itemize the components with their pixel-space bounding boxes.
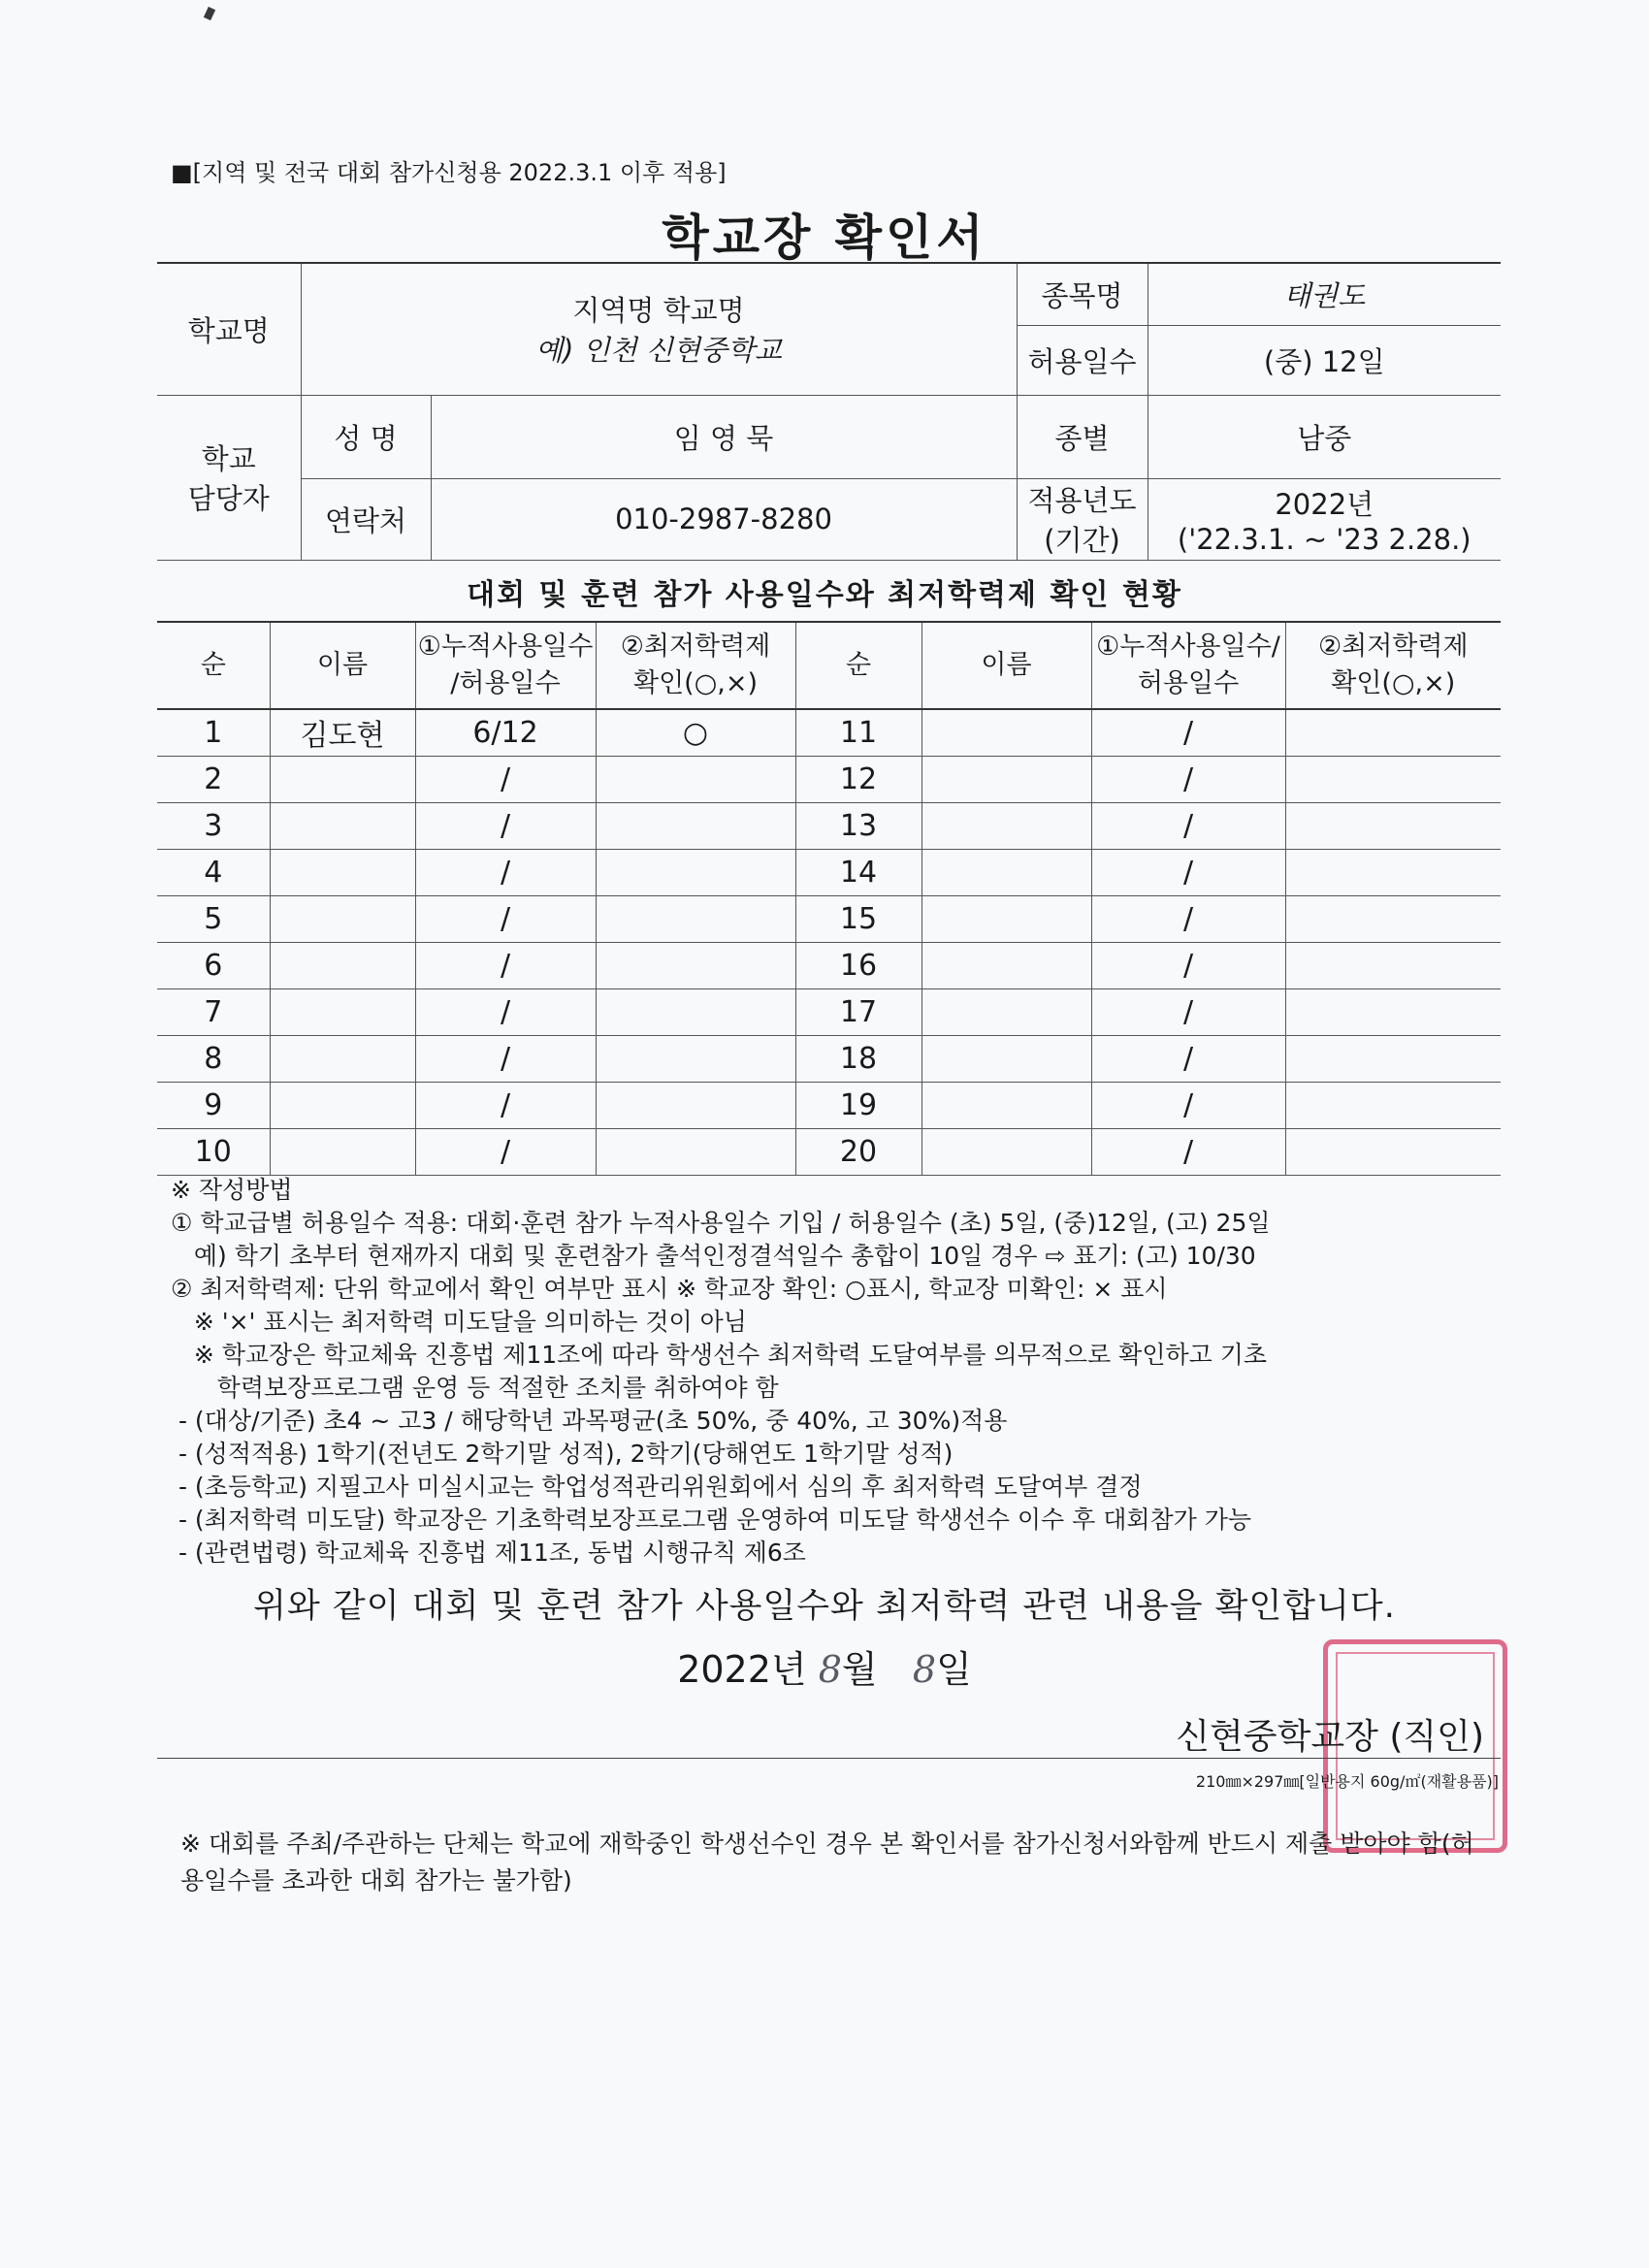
instruction-line: ※ '×' 표시는 최저학력 미도달을 의미하는 것이 아님 xyxy=(171,1308,747,1336)
roster-left-check-cell: ○ xyxy=(596,709,795,756)
roster-left-no-cell: 6 xyxy=(157,942,270,988)
header-days-line-2: /허용일수 xyxy=(450,668,561,698)
year-label xyxy=(1017,478,1148,560)
instruction-line: ② 최저학력제: 단위 학교에서 확인 여부만 표시 ※ 학교장 확인: ○표시, 학교장 미확인: × 표시 xyxy=(171,1275,1168,1303)
roster-right-name-cell xyxy=(922,802,1091,849)
instruction-line: - (관련법령) 학교체육 진흥법 제11조, 동법 시행규칙 제6조 xyxy=(171,1539,806,1567)
paper-spec: 210㎜×297㎜[일반용지 60g/㎡(재활용품)] xyxy=(1195,1772,1499,1791)
year-label-line-2: (기간) xyxy=(1044,524,1120,557)
roster-left-no-cell: 4 xyxy=(157,849,270,895)
header-check-right xyxy=(1285,622,1501,709)
roster-left-name-cell xyxy=(270,756,415,802)
sport-label: 종목명 xyxy=(1017,263,1148,325)
instruction-line: ① 학교급별 허용일수 적용: 대회·훈련 참가 누적사용일수 기입 / 허용일수 (초) 5일, (중)12일, (고) 25일 xyxy=(171,1209,1271,1237)
roster-left-no-cell: 1 xyxy=(157,709,270,756)
table-row xyxy=(157,1035,1501,1082)
roster-right-days-cell: / xyxy=(1091,1082,1285,1128)
instruction-line: ※ 학교장은 학교체육 진흥법 제11조에 따라 학생선수 최저학력 도달여부를 의무적으로 확인하고 기초 xyxy=(171,1341,1268,1369)
roster-left-days-cell: / xyxy=(415,988,596,1035)
contact-value: 010-2987-8280 xyxy=(431,478,1017,560)
header-days-right xyxy=(1091,622,1285,709)
roster-right-check-cell xyxy=(1285,1082,1501,1128)
table-row xyxy=(157,756,1501,802)
manager-label-line-1: 학교 xyxy=(201,442,256,475)
roster-left-name-cell xyxy=(270,802,415,849)
roster-left-name-cell xyxy=(270,1128,415,1175)
roster-left-check-cell xyxy=(596,895,795,942)
roster-left-no-cell: 10 xyxy=(157,1128,270,1175)
date-day-unit: 일 xyxy=(936,1648,972,1691)
table-row xyxy=(157,709,1501,756)
header-name: 이름 xyxy=(270,622,415,709)
signature-divider xyxy=(157,1758,1501,1759)
school-label: 학교명 xyxy=(157,263,301,395)
roster-left-check-cell xyxy=(596,802,795,849)
roster-right-no-cell: 16 xyxy=(795,942,922,988)
roster-right-check-cell xyxy=(1285,756,1501,802)
roster-right-name-cell xyxy=(922,1128,1091,1175)
allowed-days-value: (중) 12일 xyxy=(1148,325,1501,395)
roster-right-name-cell xyxy=(922,709,1091,756)
name-label: 성 명 xyxy=(301,395,431,478)
date-month: 8 xyxy=(818,1648,842,1691)
roster-right-check-cell xyxy=(1285,1128,1501,1175)
header-check xyxy=(596,622,795,709)
instructions xyxy=(171,1174,1509,1570)
roster-title: 대회 및 훈련 참가 사용일수와 최저학력제 확인 현황 xyxy=(467,578,1182,612)
roster-right-no-cell: 18 xyxy=(795,1035,922,1082)
document-title: 학교장 확인서 xyxy=(662,210,987,266)
roster-left-no-cell: 9 xyxy=(157,1082,270,1128)
roster-body xyxy=(157,709,1501,1175)
roster-left-days-cell: / xyxy=(415,942,596,988)
roster-right-check-cell xyxy=(1285,1035,1501,1082)
year-value xyxy=(1148,478,1501,560)
roster-left-check-cell xyxy=(596,942,795,988)
table-row xyxy=(157,802,1501,849)
roster-right-name-cell xyxy=(922,895,1091,942)
roster-left-no-cell: 8 xyxy=(157,1035,270,1082)
roster-left-days-cell: / xyxy=(415,895,596,942)
header-note: ■[지역 및 전국 대회 참가신청용 2022.3.1 이후 적용] xyxy=(171,159,727,186)
footer-note: ※ 대회를 주최/주관하는 단체는 학교에 재학중인 학생선수인 경우 본 확인서를 참가신청서와함께 반드시 제출 받아야 함(허용일수를 초과한 대회 참가는 불가함) xyxy=(180,1830,1474,1895)
instruction-line: ※ 작성방법 xyxy=(171,1176,293,1204)
instruction-line: - (초등학교) 지필고사 미실시교는 학업성적관리위원회에서 심의 후 최저학력 도달여부 결정 xyxy=(171,1473,1143,1501)
roster-left-check-cell xyxy=(596,1082,795,1128)
roster-right-no-cell: 20 xyxy=(795,1128,922,1175)
school-line-2: 예) 인천 신현중학교 xyxy=(535,334,782,368)
roster-right-name-cell xyxy=(922,849,1091,895)
header-no-right: 순 xyxy=(795,622,922,709)
roster-left-check-cell xyxy=(596,1128,795,1175)
roster-left-days-cell: / xyxy=(415,1082,596,1128)
roster-right-no-cell: 15 xyxy=(795,895,922,942)
name-value: 임 영 묵 xyxy=(431,395,1017,478)
year-value-line-2: ('22.3.1. ~ '23 2.28.) xyxy=(1177,522,1471,556)
roster-left-days-cell: / xyxy=(415,849,596,895)
roster-right-days-cell: / xyxy=(1091,709,1285,756)
roster-left-name-cell xyxy=(270,895,415,942)
header-days xyxy=(415,622,596,709)
roster-right-days-cell: / xyxy=(1091,756,1285,802)
roster-left-name-cell: 김도현 xyxy=(270,709,415,756)
roster-left-check-cell xyxy=(596,1035,795,1082)
year-value-line-1: 2022년 xyxy=(1275,487,1374,521)
table-row xyxy=(157,849,1501,895)
table-row xyxy=(157,1128,1501,1175)
roster-left-check-cell xyxy=(596,988,795,1035)
roster-left-days-cell: / xyxy=(415,1128,596,1175)
roster-left-name-cell xyxy=(270,849,415,895)
roster-left-no-cell: 5 xyxy=(157,895,270,942)
school-line-1: 지역명 학교명 xyxy=(572,294,745,328)
roster-right-check-cell xyxy=(1285,849,1501,895)
year-label-line-1: 적용년도 xyxy=(1027,484,1137,517)
header-check-line-2: 확인(○,×) xyxy=(633,668,758,698)
roster-right-name-cell xyxy=(922,988,1091,1035)
manager-label xyxy=(157,395,301,560)
roster-right-name-cell xyxy=(922,1082,1091,1128)
roster-right-no-cell: 12 xyxy=(795,756,922,802)
table-row xyxy=(157,988,1501,1035)
table-row xyxy=(157,942,1501,988)
roster-left-days-cell: / xyxy=(415,1035,596,1082)
roster-right-no-cell: 19 xyxy=(795,1082,922,1128)
roster-right-check-cell xyxy=(1285,802,1501,849)
instruction-line: - (대상/기준) 초4 ~ 고3 / 해당학년 과목평균(초 50%, 중 40%, 고 30%)적용 xyxy=(171,1407,1008,1435)
header-days-right-line-1: ①누적사용일수/ xyxy=(1096,632,1280,662)
manager-label-line-2: 담당자 xyxy=(187,482,270,515)
instruction-line: 학력보장프로그램 운영 등 적절한 조치를 취하여야 함 xyxy=(171,1374,779,1402)
date-year: 2022년 xyxy=(677,1648,807,1691)
sport-value: 태권도 xyxy=(1148,263,1501,325)
roster-left-name-cell xyxy=(270,942,415,988)
roster-right-name-cell xyxy=(922,942,1091,988)
header-check-line-1: ②최저학력제 xyxy=(620,632,771,662)
roster-right-check-cell xyxy=(1285,895,1501,942)
table-row xyxy=(157,1082,1501,1128)
header-name-right: 이름 xyxy=(922,622,1091,709)
date-day: 8 xyxy=(912,1648,937,1691)
date-month-unit: 월 xyxy=(841,1648,878,1691)
roster-right-days-cell: / xyxy=(1091,849,1285,895)
info-table xyxy=(157,262,1501,561)
instruction-line: 예) 학기 초부터 현재까지 대회 및 훈련참가 출석인정결석일수 총합이 10일 경우 ⇨ 표기: (고) 10/30 xyxy=(171,1242,1256,1270)
category-label: 종별 xyxy=(1017,395,1148,478)
roster-right-days-cell: / xyxy=(1091,942,1285,988)
principal-signature-line: 신현중학교장 (직인) xyxy=(1176,1717,1484,1757)
roster-right-no-cell: 11 xyxy=(795,709,922,756)
roster-left-days-cell: 6/12 xyxy=(415,709,596,756)
header-check-right-line-2: 확인(○,×) xyxy=(1331,668,1456,698)
roster-left-name-cell xyxy=(270,988,415,1035)
instruction-line: - (최저학력 미도달) 학교장은 기초학력보장프로그램 운영하여 미도달 학생선수 이수 후 대회참가 가능 xyxy=(171,1506,1252,1534)
instruction-line: - (성적적용) 1학기(전년도 2학기말 성적), 2학기(당해연도 1학기말 성적) xyxy=(171,1440,954,1468)
roster-right-no-cell: 14 xyxy=(795,849,922,895)
roster-left-no-cell: 3 xyxy=(157,802,270,849)
roster-left-no-cell: 2 xyxy=(157,756,270,802)
roster-right-no-cell: 13 xyxy=(795,802,922,849)
roster-right-name-cell xyxy=(922,756,1091,802)
roster-right-days-cell: / xyxy=(1091,895,1285,942)
table-row xyxy=(157,895,1501,942)
roster-left-check-cell xyxy=(596,849,795,895)
roster-table xyxy=(157,621,1501,1176)
roster-left-name-cell xyxy=(270,1035,415,1082)
header-days-line-1: ①누적사용일수 xyxy=(417,632,594,662)
roster-right-days-cell: / xyxy=(1091,1035,1285,1082)
category-value: 남중 xyxy=(1148,395,1501,478)
roster-left-days-cell: / xyxy=(415,756,596,802)
confirmation-statement: 위와 같이 대회 및 훈련 참가 사용일수와 최저학력 관련 내용을 확인합니다. xyxy=(253,1587,1396,1626)
roster-left-name-cell xyxy=(270,1082,415,1128)
roster-right-check-cell xyxy=(1285,988,1501,1035)
roster-right-days-cell: / xyxy=(1091,988,1285,1035)
roster-right-check-cell xyxy=(1285,709,1501,756)
roster-left-no-cell: 7 xyxy=(157,988,270,1035)
roster-left-days-cell: / xyxy=(415,802,596,849)
roster-right-name-cell xyxy=(922,1035,1091,1082)
roster-right-days-cell: / xyxy=(1091,1128,1285,1175)
roster-right-days-cell: / xyxy=(1091,802,1285,849)
allowed-days-label: 허용일수 xyxy=(1017,325,1148,395)
contact-label: 연락처 xyxy=(301,478,431,560)
roster-right-no-cell: 17 xyxy=(795,988,922,1035)
scan-speck xyxy=(204,7,215,20)
school-value xyxy=(301,263,1017,395)
roster-left-check-cell xyxy=(596,756,795,802)
header-days-right-line-2: 허용일수 xyxy=(1137,668,1240,698)
header-check-right-line-1: ②최저학력제 xyxy=(1317,632,1469,662)
header-no: 순 xyxy=(157,622,270,709)
roster-right-check-cell xyxy=(1285,942,1501,988)
